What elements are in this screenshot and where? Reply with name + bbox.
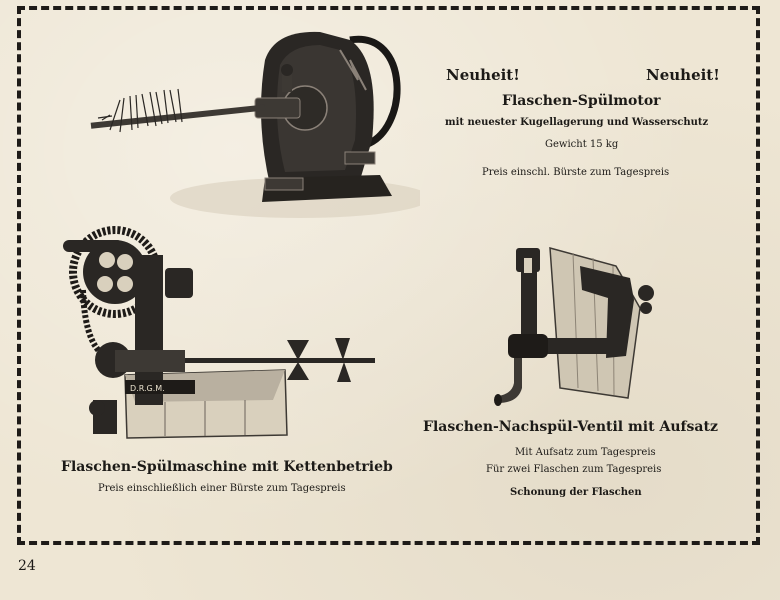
novelty-label-left: Neuheit! xyxy=(446,66,520,84)
page-number: 24 xyxy=(18,558,36,574)
rinsing-valve-illustration xyxy=(488,238,658,418)
valve-price-line-1: Mit Aufsatz zum Tagespreis xyxy=(515,447,656,458)
novelty-label-right: Neuheit! xyxy=(646,66,720,84)
motor-title: Flaschen-Spülmotor xyxy=(502,93,661,109)
chain-machine-title: Flaschen-Spülmaschine mit Kettenbetrieb xyxy=(61,459,393,475)
drgm-stamp: D.R.G.M. xyxy=(130,384,165,393)
chain-machine-price: Preis einschließlich einer Bürste zum Tagespreis xyxy=(98,483,346,494)
motor-weight: Gewicht 15 kg xyxy=(545,139,619,150)
chain-driven-rinsing-machine-illustration xyxy=(55,210,385,460)
motor-subtitle: mit neuester Kugellagerung und Wasserschutz xyxy=(445,117,709,128)
valve-price-line-2: Für zwei Flaschen zum Tagespreis xyxy=(486,464,662,475)
valve-note: Schonung der Flaschen xyxy=(510,487,642,498)
valve-title: Flaschen-Nachspül-Ventil mit Aufsatz xyxy=(423,419,718,435)
bottle-rinsing-motor-illustration xyxy=(50,20,420,225)
motor-price: Preis einschl. Bürste zum Tagespreis xyxy=(482,167,670,178)
